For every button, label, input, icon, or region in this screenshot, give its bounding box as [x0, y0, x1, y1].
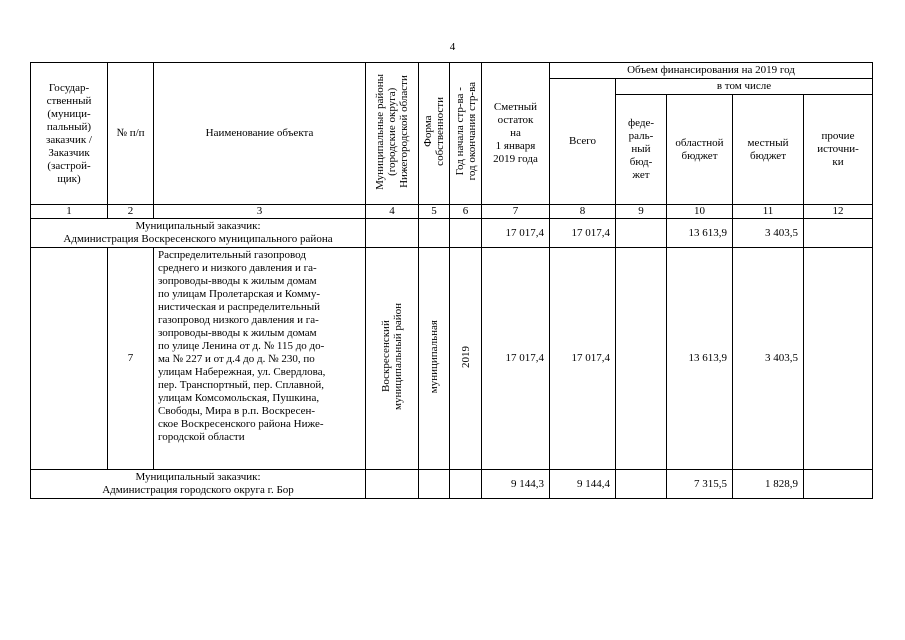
column-index: 6	[450, 205, 482, 219]
local-value: 3 403,5	[733, 248, 804, 470]
other-value	[804, 470, 873, 499]
header-regional-budget: областной бюджет	[667, 95, 733, 205]
header-local-budget: местный бюджет	[733, 95, 804, 205]
regional-value: 13 613,9	[667, 219, 733, 248]
column-index: 3	[154, 205, 366, 219]
column-index: 5	[419, 205, 450, 219]
estimate-balance-value: 9 144,3	[482, 470, 550, 499]
table-row	[31, 248, 873, 470]
header-years: Год начала стр-ва - год окончания стр-ва	[450, 63, 482, 205]
header-other-sources: прочие источни- ки	[804, 95, 873, 205]
column-index: 1	[31, 205, 108, 219]
header-customer: Государ- ственный (муници- пальный) заказчик / Заказчик (застрой- щик)	[31, 63, 108, 205]
object-ownership: муниципальная	[419, 248, 450, 470]
total-value: 9 144,4	[550, 470, 616, 499]
header-ownership: Форма собственности	[419, 63, 450, 205]
customer-name: Муниципальный заказчик: Администрация городского округа г. Бор	[31, 470, 366, 499]
financing-table	[30, 62, 873, 499]
cell-empty	[366, 219, 419, 248]
local-value: 1 828,9	[733, 470, 804, 499]
column-index: 7	[482, 205, 550, 219]
column-index: 12	[804, 205, 873, 219]
header-district: Муниципальные районы (городские округа) Нижегородской области	[366, 63, 419, 205]
object-years: 2019	[450, 248, 482, 470]
cell-empty	[450, 470, 482, 499]
column-index: 9	[616, 205, 667, 219]
column-index: 8	[550, 205, 616, 219]
header-federal-budget: феде- раль- ный бюд- жет	[616, 95, 667, 205]
federal-value	[616, 470, 667, 499]
cell-empty	[31, 248, 108, 470]
regional-value: 13 613,9	[667, 248, 733, 470]
total-value: 17 017,4	[550, 219, 616, 248]
cell-empty	[419, 219, 450, 248]
column-index: 4	[366, 205, 419, 219]
total-value: 17 017,4	[550, 248, 616, 470]
page-number: 4	[449, 41, 456, 53]
column-index: 2	[108, 205, 154, 219]
column-index: 11	[733, 205, 804, 219]
column-index-row	[31, 205, 873, 219]
column-index: 10	[667, 205, 733, 219]
table-row	[31, 470, 873, 499]
local-value: 3 403,5	[733, 219, 804, 248]
cell-empty	[419, 470, 450, 499]
header-including: в том числе	[616, 79, 873, 95]
estimate-balance-value: 17 017,4	[482, 248, 550, 470]
object-district: Воскресенский муниципальный район	[366, 248, 419, 470]
header-object-name: Наименование объекта	[154, 63, 366, 205]
object-number: 7	[108, 248, 154, 470]
header-number: № п/п	[108, 63, 154, 205]
header-funding-title: Объем финансирования на 2019 год	[550, 63, 873, 79]
other-value	[804, 219, 873, 248]
estimate-balance-value: 17 017,4	[482, 219, 550, 248]
customer-name: Муниципальный заказчик: Администрация Воскресенского муниципального района	[31, 219, 366, 248]
table-row	[31, 219, 873, 248]
header-estimate-balance: Сметный остаток на 1 января 2019 года	[482, 63, 550, 205]
regional-value: 7 315,5	[667, 470, 733, 499]
federal-value	[616, 219, 667, 248]
cell-empty	[450, 219, 482, 248]
federal-value	[616, 248, 667, 470]
other-value	[804, 248, 873, 470]
header-total: Всего	[550, 79, 616, 205]
object-description: Распределительный газопровод среднего и низкого давления и га- зопроводы-вводы к жилым домам по улицам Пролетарская и Комму- нистическая и распределительный газопровод низкого давления и га- зопроводы-вводы к жилым домам по улице Ленина от д. № 115 до до- ма № 227 и от д.4 до д. № 230, по улицам Набережная, ул. Свердлова, пер. Транспортный, пер. Сплавной, улицам Комсомольская, Пушкина, Свободы, Мира в р.п. Воскресен- ское Воскресенского района Ниже- городской области	[154, 248, 366, 470]
cell-empty	[366, 470, 419, 499]
